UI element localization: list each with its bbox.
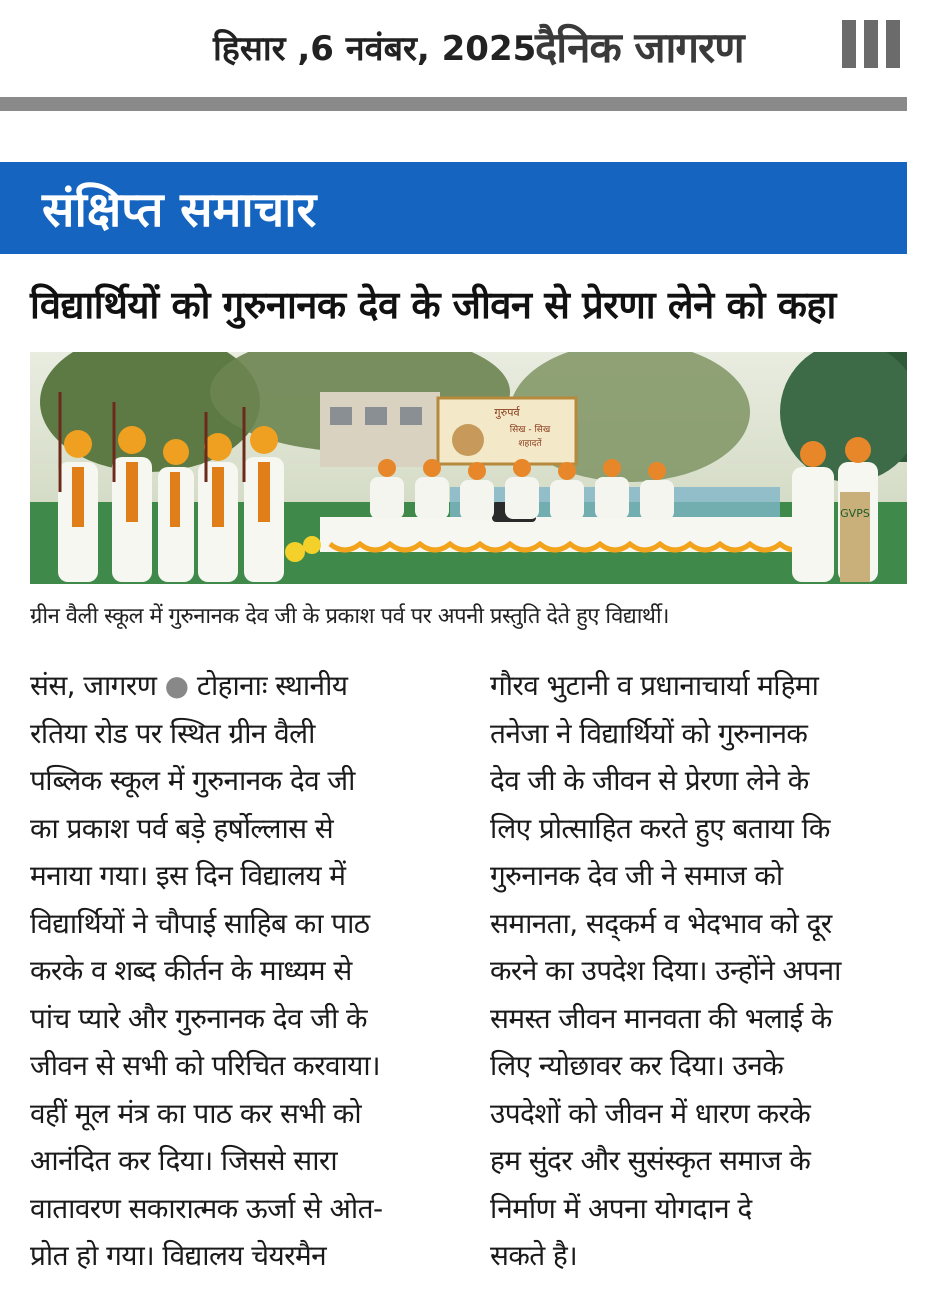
article-column-left	[30, 662, 470, 1280]
banner-text-2: सिख - सिख	[509, 425, 551, 435]
body-line: गौरव भुटानी व प्रधानाचार्या महिमा	[490, 669, 819, 702]
section-band	[0, 162, 907, 254]
body-line: हम सुंदर और सुसंस्कृत समाज के	[490, 1144, 811, 1177]
body-line: निर्माण में अपना योगदान दे	[490, 1191, 752, 1225]
body-line: वहीं मूल मंत्र का पाठ कर सभी को	[30, 1096, 362, 1130]
newspaper-name: दैनिक जागरण	[535, 23, 744, 72]
body-line: स्थानीय	[275, 669, 348, 702]
article-column-right	[490, 662, 930, 1280]
photo-caption: ग्रीन वैली स्कूल में गुरुनानक देव जी के प्रकाश पर्व पर अपनी प्रस्तुति देते हुए विद्यार्थी।	[30, 604, 669, 629]
masthead-rule	[0, 97, 907, 111]
body-line: करके व शब्द कीर्तन के माध्यम से	[30, 954, 352, 987]
dateline-location: टोहानाः	[196, 669, 267, 702]
article-headline: विद्यार्थियों को गुरुनानक देव के जीवन से प्रेरणा लेने को कहा	[30, 283, 836, 327]
banner-text-3: शहादतें	[518, 439, 542, 449]
body-line: करने का उपदेश दिया। उन्होंने अपना	[490, 954, 841, 987]
body-line: का प्रकाश पर्व बड़े हर्षोल्लास से	[30, 811, 334, 845]
body-line: आनंदित कर दिया। जिससे सारा	[30, 1144, 337, 1177]
body-line: जीवन से सभी को परिचित करवाया।	[30, 1049, 381, 1082]
masthead	[0, 0, 937, 90]
body-line: पब्लिक स्कूल में गुरुनानक देव जी	[30, 764, 355, 797]
body-line: प्रोत हो गया। विद्यालय चेयरमैन	[30, 1239, 327, 1272]
body-line: विद्यार्थियों ने चौपाई साहिब का पाठ	[30, 906, 370, 940]
body-line: उपदेशों को जीवन में धारण करके	[490, 1096, 811, 1130]
body-line: सकते है।	[490, 1239, 578, 1272]
body-line: रतिया रोड पर स्थित ग्रीन वैली	[30, 716, 315, 750]
banner-text-1: गुरुपर्व	[494, 406, 520, 419]
bullet-icon: ●	[164, 669, 189, 702]
masthead-bars-icon	[842, 20, 900, 68]
byline: संस, जागरण	[30, 669, 157, 702]
body-line: पांच प्यारे और गुरुनानक देव जी के	[30, 1001, 367, 1035]
section-title: संक्षिप्त समाचार	[42, 182, 317, 238]
body-line: वातावरण सकारात्मक ऊर्जा से ओत-	[30, 1191, 383, 1225]
body-line: गुरुनानक देव जी ने समाज को	[490, 859, 783, 892]
body-line: लिए प्रोत्साहित करते हुए बताया कि	[490, 811, 830, 845]
body-line: तनेजा ने विद्यार्थियों को गुरुनानक	[490, 716, 808, 750]
body-line: समस्त जीवन मानवता की भलाई के	[490, 1001, 832, 1035]
dateline: हिसार ,6 नवंबर, 2025	[213, 29, 537, 69]
body-line: समानता, सद्कर्म व भेदभाव को दूर	[490, 906, 832, 940]
article-photo	[30, 352, 907, 584]
stage-sign: GVPS	[840, 507, 870, 520]
body-line: लिए न्योछावर कर दिया। उनके	[490, 1049, 784, 1082]
body-line: मनाया गया। इस दिन विद्यालय में	[30, 859, 346, 892]
body-line: देव जी के जीवन से प्रेरणा लेने के	[490, 764, 809, 797]
byline-line	[30, 662, 470, 710]
